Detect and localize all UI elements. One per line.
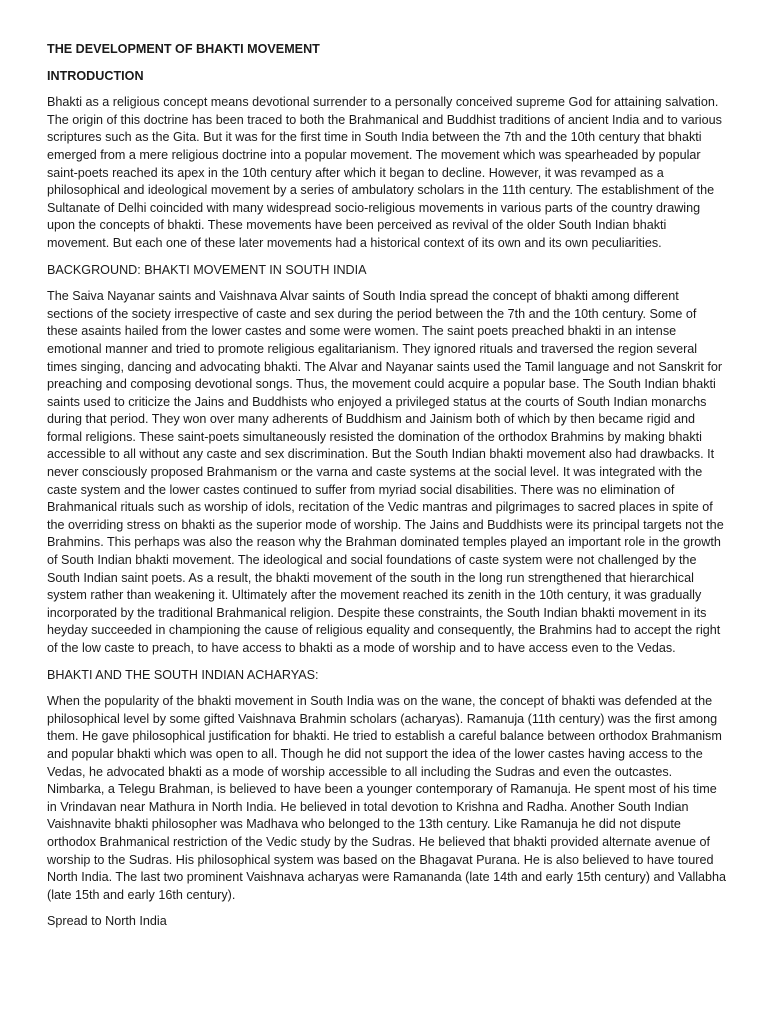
spread-heading: Spread to North India — [47, 914, 167, 929]
document-title: THE DEVELOPMENT OF BHAKTI MOVEMENT — [47, 42, 320, 56]
document-page — [47, 41, 727, 940]
introduction-heading: INTRODUCTION — [47, 68, 144, 83]
background-heading: BACKGROUND: BHAKTI MOVEMENT IN SOUTH INDIA — [47, 262, 367, 277]
acharyas-heading: BHAKTI AND THE SOUTH INDIAN ACHARYAS: — [47, 667, 319, 682]
acharyas-paragraph: When the popularity of the bhakti movement in South India was on the wane, the concept of bhakti was defended at the philosophical level by some gifted Vaishnava Brahmin scholars (acharyas). Ramanuja (11th century) was the first among them. He gave philosophical justification for bhakti. He tried to establish a careful balance between orthodox Brahmanism and popular bhakti which was open to all. Though he did not support the idea of the lower castes having access to the Vedas, he advocated bhakti as a mode of worship accessible to all including the Sudras and even the outcastes. Nimbarka, a Telegu Brahman, is believed to have been a younger contemporary of Ramanuja. He spent most of his time in Vrindavan near Mathura in North India. He believed in total devotion to Krishna and Radha. Another South Indian Vaishnavite bhakti philosopher was Madhava who belonged to the 13th century. Like Ramanuja he did not dispute orthodox Brahmanical restriction of the Vedic study by the Sudras. He believed that bhakti provided alternate avenue of worship to the Sudras. His philosophical system was based on the Bhagavat Purana. He is also believed to have toured North India. The last two prominent Vaishnava acharyas were Ramananda (late 14th and early 15th century) and Vallabha (late 15th and early 16th century). — [47, 694, 727, 902]
background-paragraph: The Saiva Nayanar saints and Vaishnava Alvar saints of South India spread the concept of bhakti among different sections of the society irrespective of caste and sex during the period between the 7th and the 10th century. Some of these asaints hailed from the lower castes and some were women. The saint poets preached bhakti in an intense emotional manner and tried to promote religious egalitarianism. They ignored rituals and traversed the region several times singing, dancing and advocating bhakti. The Alvar and Nayanar saints used the Tamil language and not Sanskrit for preaching and composing devotional songs. Thus, the movement could acquire a popular base. The South Indian bhakti saints used to criticize the Jains and Buddhists who enjoyed a privileged status at the courts of South Indian monarchs during that period. They won over many adherents of Buddhism and Jainism both of which by then became rigid and formal religions. These saint-poets simultaneously resisted the domination of the orthodox Brahmins by making bhakti accessible to all without any caste and sex discrimination. But the South Indian bhakti movement also had drawbacks. It never consciously proposed Brahmanism or the varna and caste systems at the social level. It was integrated with the caste system and the lower castes continued to suffer from myriad social disabilities. There was no elimination of Brahmanical rituals such as worship of idols, recitation of the Vedic mantras and pilgrimages to sacred places in spite of the overriding stress on bhakti as the superior mode of worship. The Jains and Buddhists were its principal targets not the Brahmins. This perhaps was also the reason why the Brahman dominated temples played an important role in the growth of South Indian bhakti movement. The ideological and social foundations of caste system were not challenged by the South Indian saint poets. As a result, the bhakti movement of the south in the long run strengthened that hierarchical system rather than weakening it. Ultimately after the movement reached its zenith in the 10th century, it was gradually incorporated by the traditional Brahmanical religion. Despite these constraints, the South Indian bhakti movement in its heyday succeeded in championing the cause of religious equality and consequently, the Brahmins had to accept the right of the low caste to preach, to have access to bhakti as a mode of worship and to have access even to the Vedas. — [47, 289, 724, 655]
introduction-paragraph: Bhakti as a religious concept means devotional surrender to a personally conceived supreme God for attaining salvation. The origin of this doctrine has been traced to both the Brahmanical and Buddhist traditions of ancient India and to various scriptures such as the Gita. But it was for the first time in South India between the 7th and the 10th century that bhakti emerged from a mere religious doctrine into a popular movement. The movement which was spearheaded by popular saint-poets reached its apex in the 10th century after which it began to decline. However, it was revamped as a philosophical and ideological movement by a series of ambulatory scholars in the 11th century. The establishment of the Sultanate of Delhi coincided with many widespread socio-religious movements in various parts of the country drawing upon the concepts of bhakti. These movements have been perceived as revival of the older South Indian bhakti movement. But each one of these later movements had a historical context of its own and its own peculiarities. — [47, 95, 722, 250]
